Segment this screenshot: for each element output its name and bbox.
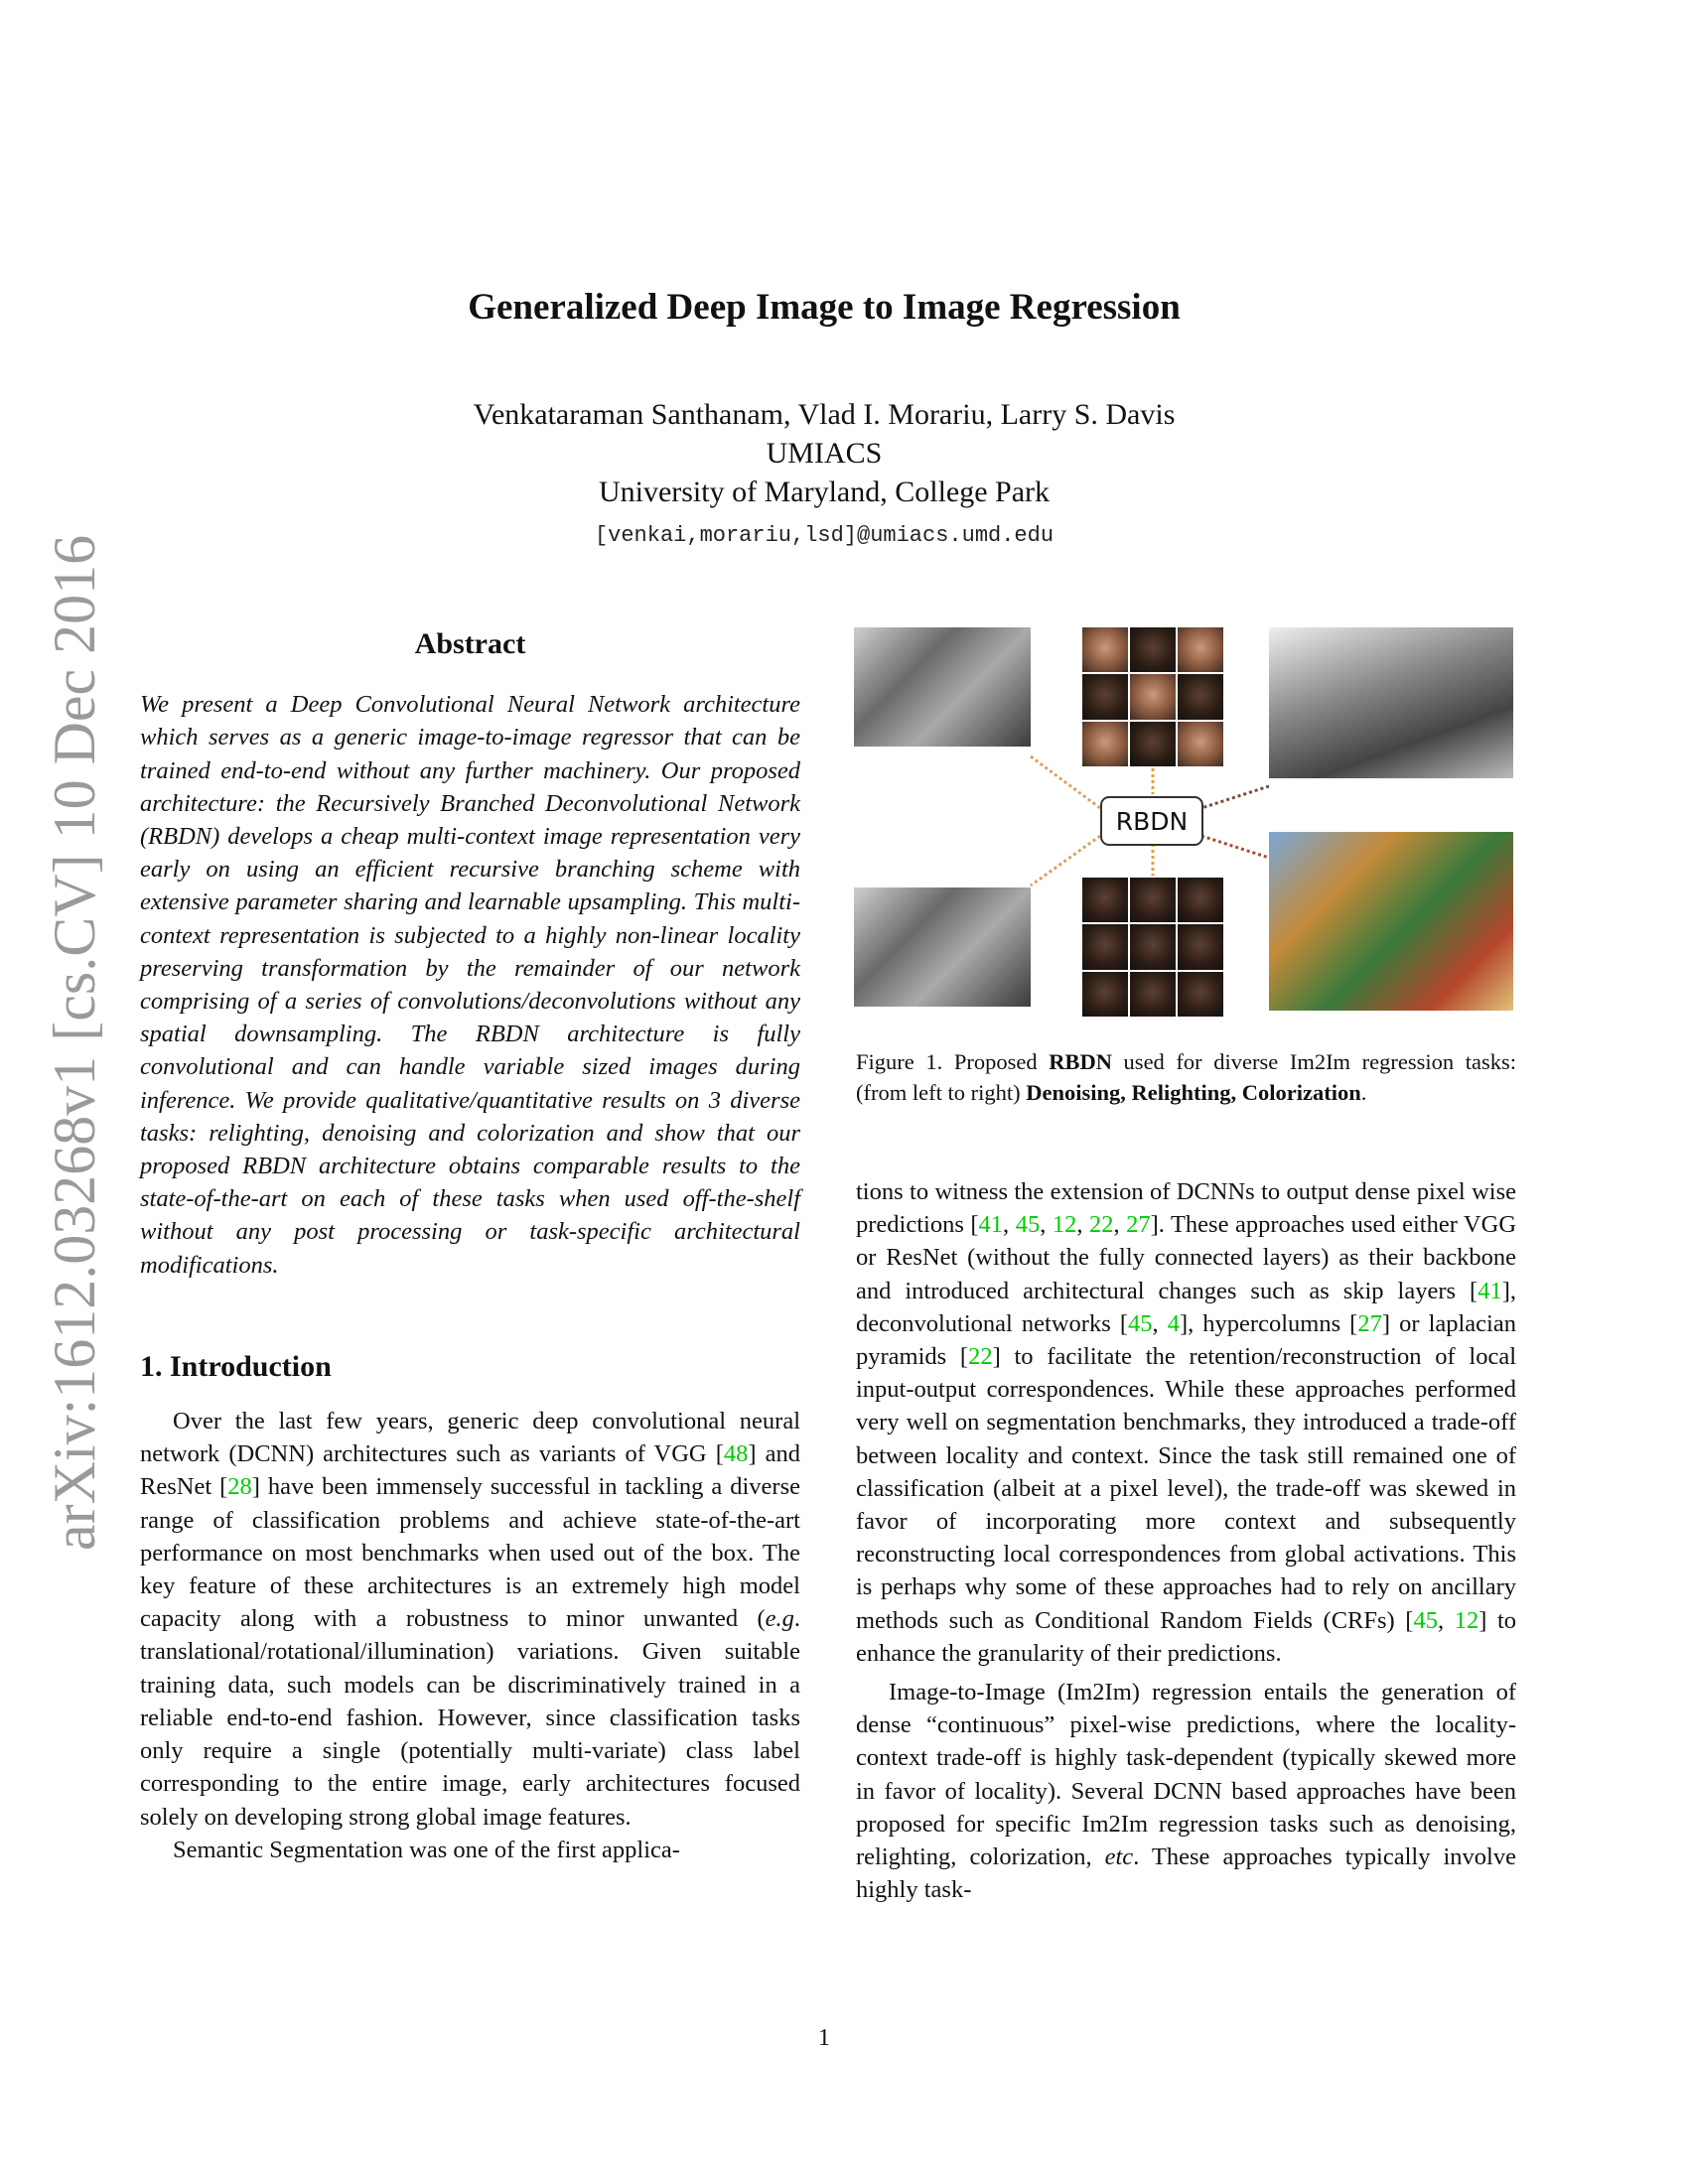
right-paragraph-1: tions to witness the extension of DCNNs to output dense pixel wise predictions [41, 45, 12, 22, 27]. These approaches used either VGG or ResNet (without the fully connected layers) as their backbone and introduced architectural changes such as skip layers [41], deconvolutional networks [45, 4], hypercolumns [27] or laplacian pyramids [22] to facilitate the retention/reconstruction of local input-output correspondences. While these approaches performed very well on segmentation benchmarks, they introduced a trade-off between locality and context. Since the task still remained one of classification (albeit at a pixel level), the trade-off was skewed in favor of incorporating more context and subsequently reconstructing local correspondences from global activations. This is perhaps why some of these approaches had to rely on ancillary methods such as Conditional Random Fields (CRFs) [45, 12] to enhance the granularity of their predictions. <box>856 1178 1517 1667</box>
paper-title: Generalized Deep Image to Image Regression <box>468 287 1181 328</box>
text-span: Image-to-Image (Im2Im) regression entails the generation of dense “continuous” pixel-wise predictions, where the locality-context trade-off is highly task-dependent (typically skewed more in favor of locality). Several DCNN based approaches have been proposed for specific Im2Im regression tasks such as denoising, relighting, colorization, <box>856 1679 1516 1871</box>
text-span: ] to enhance the granularity of their predictions. <box>856 1606 1517 1667</box>
right-column <box>856 1175 1516 1906</box>
citation-link[interactable]: 22 <box>1088 1211 1114 1239</box>
citation-link[interactable]: 48 <box>723 1440 749 1468</box>
citation-link[interactable]: 28 <box>227 1473 252 1501</box>
citation-link[interactable]: 4 <box>1167 1309 1180 1337</box>
left-column <box>140 627 800 1866</box>
citation-link[interactable]: 22 <box>968 1343 993 1371</box>
abstract-heading: Abstract <box>414 627 526 660</box>
figure-1 <box>854 627 1517 1020</box>
text-span: Figure 1. Proposed <box>856 1049 1050 1074</box>
text-span: tions to witness the extension of DCNNs to output dense pixel wise predictions [ <box>856 1178 1516 1239</box>
arxiv-stamp: arXiv:1612.03268v1 [cs.CV] 10 Dec 2016 <box>42 534 107 1551</box>
text-span: . translational/rotational/illumination) variations. Given suitable training data, such models can be discriminatively trained in a reliable end-to-end fashion. However, since classification tasks only require a single (potentially multi-variate) class label corresponding to the entire image, early architectures focused solely on developing strong global image features. <box>140 1605 800 1831</box>
intro-paragraph-1 <box>140 1405 800 1834</box>
text-span: ] have been immensely successful in tackling a diverse range of classification problems and achieve state-of-the-art performance on most benchmarks when used out of the box. The key feature of these architectures is an extremely high model capacity along with a robustness to minor unwanted ( <box>140 1473 800 1633</box>
text-span: used for diverse Im2Im regression tasks: (from left to right) <box>856 1049 1516 1105</box>
citation-link[interactable]: 27 <box>1357 1309 1382 1337</box>
text-span: ]. These approaches used either VGG or ResNet (without the fully connected layers) as their backbone and introduced architectural changes such as skip layers [ <box>856 1211 1517 1304</box>
text-span-italic: etc <box>1104 1843 1134 1871</box>
arrow-color-out <box>1201 836 1269 858</box>
text-span: ], deconvolutional networks [ <box>856 1277 1516 1337</box>
arrow-denoise-in <box>1031 756 1100 808</box>
text-span: ] or laplacian pyramids [ <box>856 1309 1516 1371</box>
citation-link[interactable]: 41 <box>978 1211 1004 1239</box>
author-email: [venkai,morariu,lsd]@umiacs.umd.edu <box>594 523 1055 548</box>
citation-link[interactable]: 12 <box>1454 1606 1479 1634</box>
text-span-italic: e.g <box>765 1605 794 1633</box>
affiliation-institute: UMIACS <box>766 437 883 470</box>
affiliation-university: University of Maryland, College Park <box>598 476 1051 508</box>
text-span: ] and ResNet [ <box>140 1440 800 1501</box>
abstract-text: We present a Deep Convolutional Neural Network architecture which serves as a generic image-to-image regressor that can be trained end-to-end without any further machinery. Our proposed architecture: the Recursively Branched Deconvolutional Network (RBDN) develops a cheap multi-context image representation very early on using an efficient recursive branching scheme with extensive parameter sharing and learnable upsampling. This multi-context representation is subjected to a highly non-linear locality preserving transformation by the remainder of our network comprising of a series of convolutions/deconvolutions without any spatial downsampling. The RBDN architecture is fully convolutional and can handle variable sized images during inference. We provide qualitative/quantitative results on 3 diverse tasks: relighting, denoising and colorization and show that our proposed RBDN architecture obtains comparable results to the state-of-the-art on each of these tasks when used off-the-shelf without any post processing or task-specific architectural modifications. <box>140 691 800 1279</box>
text-span-bold: RBDN <box>1049 1049 1112 1074</box>
text-span: ] to facilitate the retention/reconstruction of local input-output correspondences. While these approaches performed very well on segmentation benchmarks, they introduced a trade-off between locality and context. Since the task still remained one of classification (albeit at a pixel level), the trade-off was skewed in favor of incorporating more context and subsequently reconstructing local correspondences from global activations. This is perhaps why some of these approaches had to rely on ancillary methods such as Conditional Random Fields (CRFs) [ <box>856 1343 1516 1634</box>
figure-caption <box>856 1046 1516 1108</box>
citation-link[interactable]: 45 <box>1015 1211 1041 1239</box>
section-heading-introduction: 1. Introduction <box>140 1349 332 1383</box>
text-span: . <box>1360 1080 1367 1105</box>
page-number: 1 <box>818 2025 830 2051</box>
citation-link[interactable]: 45 <box>1413 1606 1438 1634</box>
arrow-denoise-out <box>1031 836 1100 886</box>
citation-link[interactable]: 27 <box>1126 1211 1151 1239</box>
text-span-bold: Denoising, Relighting, Colorization <box>1026 1080 1361 1105</box>
citation-link[interactable]: 12 <box>1052 1211 1077 1239</box>
text-span: ], hypercolumns [ <box>1179 1309 1358 1337</box>
arrow-color-in <box>1201 786 1269 808</box>
text-span: Over the last few years, generic deep convolutional neural network (DCNN) architectures such as variants of VGG [ <box>140 1408 800 1468</box>
author-names: Venkataraman Santhanam, Vlad I. Morariu, Larry S. Davis <box>473 398 1176 431</box>
text-span: . These approaches typically involve highly task- <box>856 1843 1516 1904</box>
citation-link[interactable]: 45 <box>1127 1309 1153 1337</box>
intro-paragraph-2: Semantic Segmentation was one of the first applica- <box>173 1836 680 1863</box>
right-paragraph-2 <box>856 1676 1516 1906</box>
citation-link[interactable]: 41 <box>1477 1277 1502 1304</box>
rbdn-label-box: RBDN <box>1100 796 1203 846</box>
author-block <box>0 395 1648 511</box>
